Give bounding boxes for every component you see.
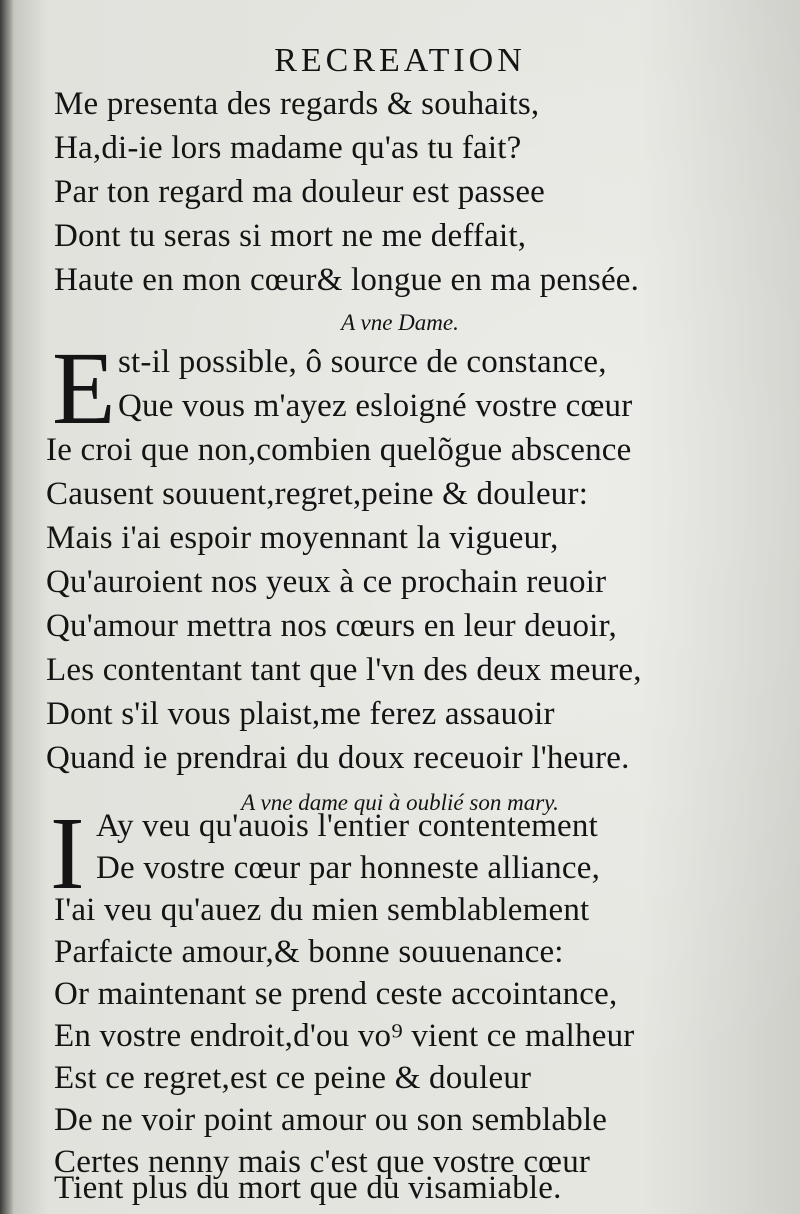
verse-line: Me presenta des regards & souhaits, xyxy=(54,86,540,122)
bleed-through-shadow xyxy=(662,90,782,290)
verse-line: Ie croi que non,combien quelõgue abscence xyxy=(46,432,632,468)
verse-line: De vostre cœur par honneste alliance, xyxy=(96,850,601,886)
verse-line: Par ton regard ma douleur est passee xyxy=(54,174,546,210)
verse-line: Haute en mon cœur& longue en ma pensée. xyxy=(54,262,640,298)
verse-line: Quand ie prendrai du doux receuoir l'heure. xyxy=(46,740,630,776)
verse-line: Ha,di-ie lors madame qu'as tu fait? xyxy=(54,130,522,166)
verse-line: Que vous m'ayez esloigné vostre cœur xyxy=(118,388,633,424)
verse-line: Dont s'il vous plaist,me ferez assauoir xyxy=(46,696,555,732)
verse-line: Or maintenant se prend ceste accointance, xyxy=(54,976,618,1012)
verse-line: Qu'auroient nos yeux à ce prochain reuoir xyxy=(46,564,607,600)
verse-line: st-il possible, ô source de constance, xyxy=(118,344,607,380)
verse-line: I'ai veu qu'auez du mien semblablement xyxy=(54,892,590,928)
poem-title: A vne dame qui à oublié son mary. xyxy=(241,790,559,815)
verse-line: Parfaicte amour,& bonne souuenance: xyxy=(54,934,564,970)
verse-line: Est ce regret,est ce peine & douleur xyxy=(54,1060,532,1096)
poem-title: A vne Dame. xyxy=(341,310,459,335)
verse-line: Ay veu qu'auois l'entier contentement xyxy=(96,808,598,844)
verse-line: Qu'amour mettra nos cœurs en leur deuoir, xyxy=(46,608,617,644)
drop-cap: E xyxy=(52,331,116,446)
page-gutter-shadow xyxy=(0,0,14,1214)
verse-line: Les contentant tant que l'vn des deux meure, xyxy=(46,652,642,688)
verse-line: Dont tu seras si mort ne me deffait, xyxy=(54,218,527,254)
verse-line: Causent souuent,regret,peine & douleur: xyxy=(46,476,589,512)
verse-line: Certes nenny mais c'est que vostre cœur xyxy=(54,1144,591,1180)
verse-line: De ne voir point amour ou son semblable xyxy=(54,1102,608,1138)
verse-line: En vostre endroit,d'ou vo⁹ vient ce malheur xyxy=(54,1018,635,1054)
running-header: RECREATION xyxy=(274,42,526,79)
verse-line: Tient plus du mort que du visamiable. xyxy=(54,1170,562,1206)
drop-cap: I xyxy=(50,796,85,911)
verse-line: Mais i'ai espoir moyennant la vigueur, xyxy=(46,520,559,556)
